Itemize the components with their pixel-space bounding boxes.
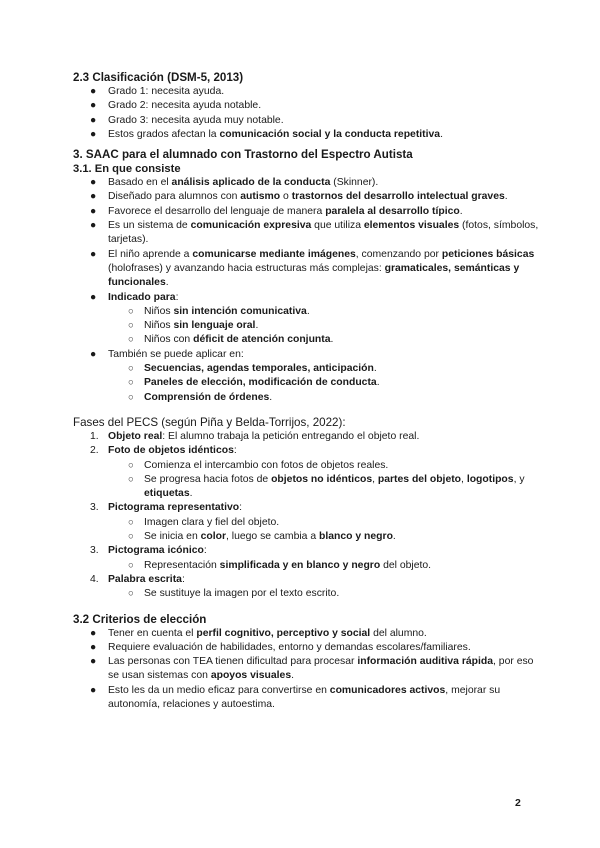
sub-list-item: ○ Comprensión de órdenes.: [73, 391, 543, 405]
list-item: ● Grado 1: necesita ayuda.: [73, 85, 543, 99]
hollow-bullet-icon: ○: [128, 305, 134, 317]
bullet-icon: ●: [90, 641, 97, 653]
sub-list-item: ○ Se inicia en color, luego se cambia a blanco y negro.: [73, 530, 543, 544]
hollow-bullet-icon: ○: [128, 377, 134, 389]
criteria-list: [73, 627, 543, 713]
sub-list-item: ○ Se progresa hacia fotos de objetos no idénticos, partes del objeto, logotipos, y etiquetas.: [128, 473, 525, 500]
list-item: ● Favorece el desarrollo del lenguaje de manera paralela al desarrollo típico.: [73, 205, 543, 219]
sub-list-item: ○ Niños sin intención comunicativa.: [73, 305, 543, 319]
list-item: ● Indicado para:: [73, 291, 543, 305]
list-item: ● Es un sistema de comunicación expresiva que utiliza elementos visuales (fotos, símbolos, tarjetas).: [90, 220, 539, 246]
list-item: ● Grado 3: necesita ayuda muy notable.: [73, 114, 543, 128]
bullet-icon: ●: [90, 191, 97, 203]
hollow-bullet-icon: ○: [128, 320, 134, 332]
pecs-phases-list: [73, 430, 543, 602]
hollow-bullet-icon: ○: [128, 459, 134, 471]
pecs-heading: Fases del PECS (según Piña y Belda-Torrijos, 2022):: [73, 415, 346, 429]
sub-list-item: ○ Se sustituye la imagen por el texto escrito.: [73, 587, 543, 601]
list-item: ● Grado 2: necesita ayuda notable.: [73, 99, 543, 113]
page-number: 2: [515, 797, 521, 809]
section-heading-2-3: 2.3 Clasificación (DSM-5, 2013): [73, 71, 244, 84]
hollow-bullet-icon: ○: [128, 531, 134, 543]
sub-list-item: ○ Comienza el intercambio con fotos de objetos reales.: [73, 459, 543, 473]
section-heading-3-2: 3.2 Criterios de elección: [73, 612, 207, 626]
list-item: ● También se puede aplicar en:: [73, 348, 543, 362]
sub-list-item: ○ Niños sin lenguaje oral.: [73, 319, 543, 333]
bullet-icon: ●: [90, 627, 97, 639]
hollow-bullet-icon: ○: [128, 559, 134, 571]
list-item: 2. Foto de objetos idénticos:: [90, 445, 237, 457]
bullet-icon: ●: [90, 220, 97, 232]
document-page: [73, 70, 543, 712]
bullet-icon: ●: [90, 291, 97, 303]
list-item: ● Diseñado para alumnos con autismo o trastornos del desarrollo intelectual graves.: [73, 190, 543, 204]
list-item: ● El niño aprende a comunicarse mediante imágenes, comenzando por peticiones básicas (holofrases) y avanzando hacia estructuras más complejas: gramaticales, semánticas y funcionales.: [90, 248, 535, 289]
list-item: 4. Palabra escrita:: [90, 573, 185, 585]
list-item: ● Las personas con TEA tienen dificultad para procesar información auditiva rápida, por eso se usan sistemas con apoyos visuales.: [90, 656, 534, 682]
list-item: ● Basado en el análisis aplicado de la conducta (Skinner).: [73, 176, 543, 190]
subsection-heading-3-1: 3.1. En que consiste: [73, 163, 181, 176]
bullet-icon: ●: [90, 656, 97, 668]
hollow-bullet-icon: ○: [128, 588, 134, 600]
list-item: ● Estos grados afectan la comunicación social y la conducta repetitiva.: [73, 128, 543, 142]
list-item: ● Esto les da un medio eficaz para convertirse en comunicadores activos, mejorar su autonomía, relaciones y autoestima.: [90, 684, 501, 710]
bullet-icon: ●: [90, 684, 97, 696]
list-item: 1. Objeto real: El alumno trabaja la petición entregando el objeto real.: [90, 430, 420, 442]
hollow-bullet-icon: ○: [128, 391, 134, 403]
bullet-icon: ●: [90, 205, 97, 217]
hollow-bullet-icon: ○: [128, 516, 134, 528]
hollow-bullet-icon: ○: [128, 334, 134, 346]
sub-list-item: ○ Secuencias, agendas temporales, anticipación.: [73, 362, 543, 376]
sub-list-item: ○ Paneles de elección, modificación de conducta.: [73, 376, 543, 390]
list-item: 3. Pictograma representativo:: [90, 502, 242, 514]
bullet-icon: ●: [90, 128, 97, 140]
sub-list-item: ○ Representación simplificada y en blanco y negro del objeto.: [73, 559, 543, 573]
list-item: ● Requiere evaluación de habilidades, entorno y demandas escolares/familiares.: [73, 641, 543, 655]
hollow-bullet-icon: ○: [128, 363, 134, 375]
sub-list-item: ○ Imagen clara y fiel del objeto.: [73, 516, 543, 530]
list-item: ● Tener en cuenta el perfil cognitivo, perceptivo y social del alumno.: [73, 627, 543, 641]
bullet-icon: ●: [90, 177, 97, 189]
bullet-icon: ●: [90, 348, 97, 360]
bullet-icon: ●: [90, 100, 97, 112]
hollow-bullet-icon: ○: [128, 473, 134, 485]
classification-list: [73, 85, 543, 142]
list-item: 3. Pictograma icónico:: [90, 545, 207, 557]
bullet-icon: ●: [90, 114, 97, 126]
description-list: [73, 176, 543, 405]
sub-list-item: ○ Niños con déficit de atención conjunta.: [73, 333, 543, 347]
bullet-icon: ●: [90, 248, 97, 260]
section-heading-3: 3. SAAC para el alumnado con Trastorno del Espectro Autista: [73, 148, 413, 162]
bullet-icon: ●: [90, 86, 97, 97]
